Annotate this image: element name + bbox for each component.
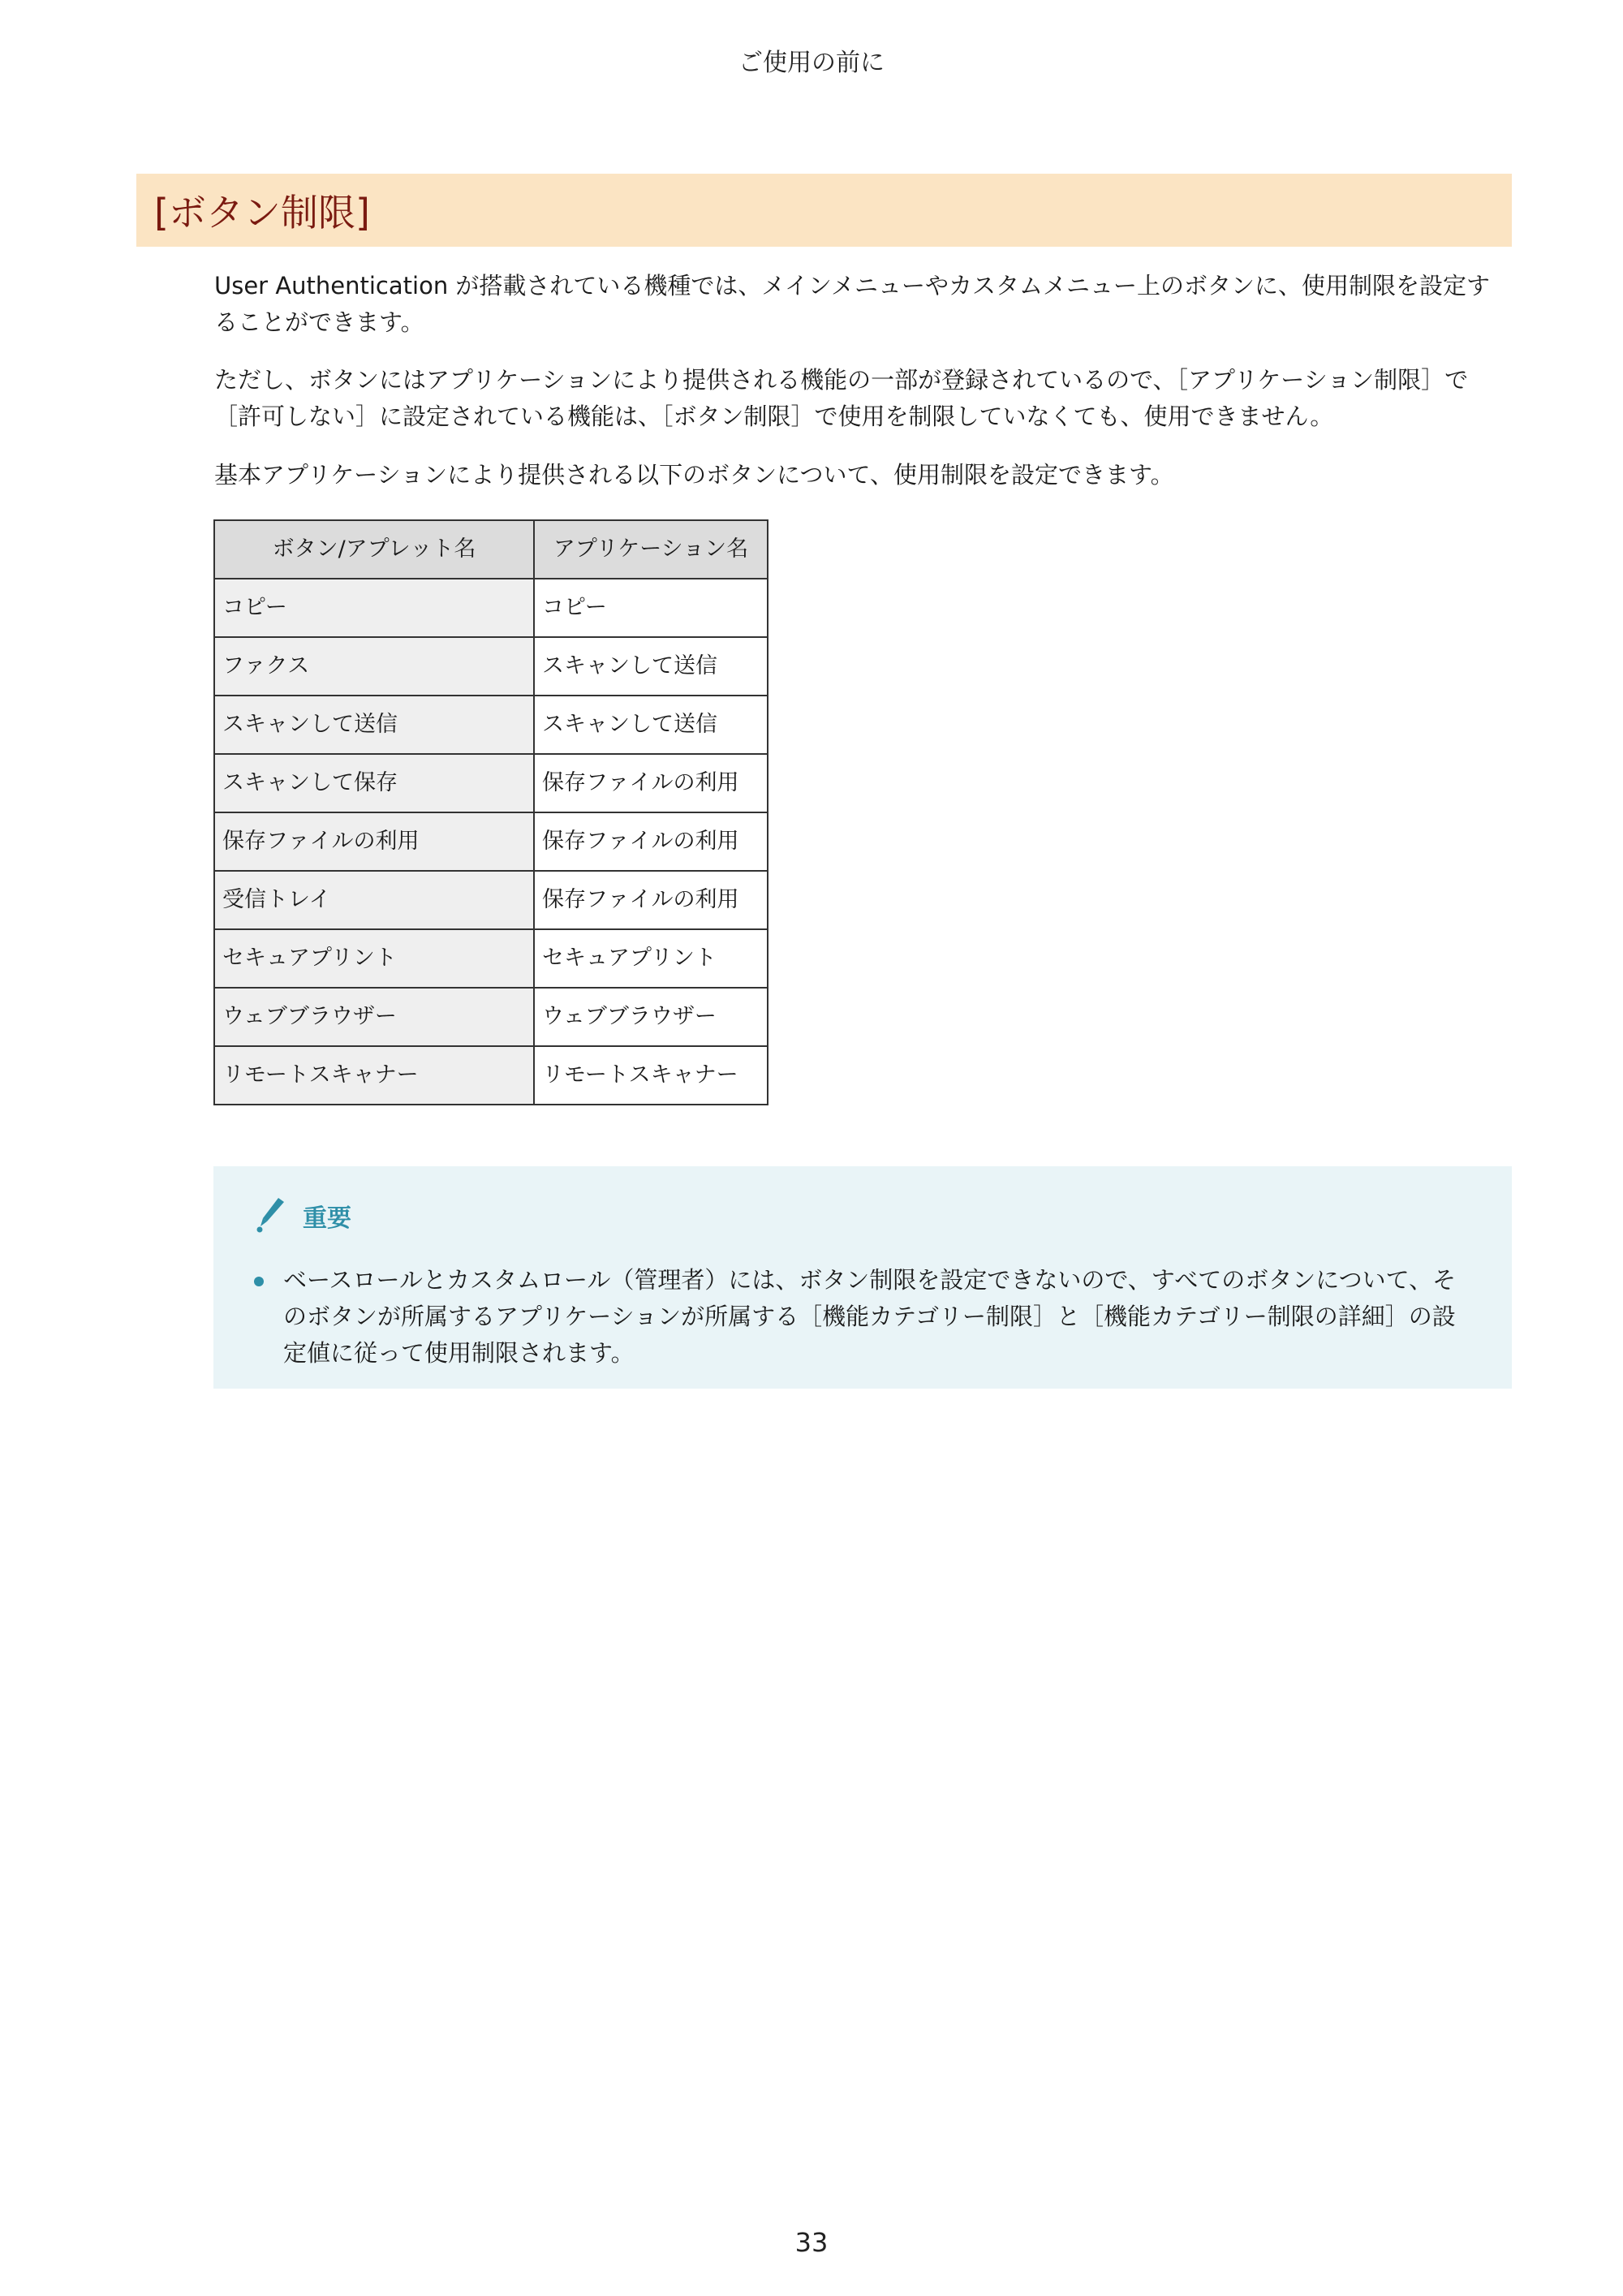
page-number: 33 xyxy=(794,2227,829,2258)
button-application-table xyxy=(213,519,768,1105)
cell-button-name: リモートスキャナー xyxy=(214,1046,534,1105)
table-row xyxy=(214,812,768,871)
cell-button-name: セキュアプリント xyxy=(214,929,534,988)
important-note-box xyxy=(213,1166,1512,1389)
bullet-icon xyxy=(254,1277,264,1286)
table-row xyxy=(214,579,768,637)
pen-icon xyxy=(254,1195,286,1236)
running-header: ご使用の前に xyxy=(738,49,885,77)
table-row xyxy=(214,1046,768,1105)
cell-button-name: コピー xyxy=(214,579,534,637)
cell-button-name: スキャンして送信 xyxy=(214,696,534,754)
table-row xyxy=(214,754,768,812)
cell-application-name: ウェブブラウザー xyxy=(534,988,768,1046)
table-row xyxy=(214,696,768,754)
cell-application-name: 保存ファイルの利用 xyxy=(534,754,768,812)
cell-application-name: コピー xyxy=(534,579,768,637)
important-bullet-text: ベースロールとカスタムロール（管理者）には、ボタン制限を設定できないので、すべてのボタンについて、そのボタンが所属するアプリケーションが所属する［機能カテゴリー制限］と［機能カテゴリー制限の詳細］の設定値に従って使用制限されます。 xyxy=(283,1266,1457,1367)
cell-button-name: 受信トレイ xyxy=(214,871,534,929)
cell-button-name: スキャンして保存 xyxy=(214,754,534,812)
cell-application-name: セキュアプリント xyxy=(534,929,768,988)
table-row xyxy=(214,929,768,988)
cell-button-name: 保存ファイルの利用 xyxy=(214,812,534,871)
cell-application-name: 保存ファイルの利用 xyxy=(534,812,768,871)
important-title xyxy=(254,1195,351,1236)
cell-button-name: ファクス xyxy=(214,637,534,696)
cell-application-name: スキャンして送信 xyxy=(534,637,768,696)
paragraph-intro: User Authentication が搭載されている機種では、メインメニューやカスタムメニュー上のボタンに、使用制限を設定することができます。 xyxy=(214,272,1490,336)
table-row xyxy=(214,637,768,696)
section-title: [ボタン制限] xyxy=(154,191,370,235)
paragraph-table-lead: 基本アプリケーションにより提供される以下のボタンについて、使用制限を設定できます。 xyxy=(214,461,1174,489)
table-header-row xyxy=(214,520,768,579)
table-row xyxy=(214,871,768,929)
section-heading xyxy=(136,174,1512,247)
cell-application-name: リモートスキャナー xyxy=(534,1046,768,1105)
cell-button-name: ウェブブラウザー xyxy=(214,988,534,1046)
cell-application-name: スキャンして送信 xyxy=(534,696,768,754)
header-button-name: ボタン/アプレット名 xyxy=(214,520,534,579)
important-bullet-item xyxy=(254,1262,1463,1372)
header-application-name: アプリケーション名 xyxy=(534,520,768,579)
paragraph-note: ただし、ボタンにはアプリケーションにより提供される機能の一部が登録されているので、［アプリケーション制限］で［許可しない］に設定されている機能は、［ボタン制限］で使用を制限していなくても、使用できません。 xyxy=(214,366,1469,430)
table-row xyxy=(214,988,768,1046)
important-label: 重要 xyxy=(303,1204,351,1233)
cell-application-name: 保存ファイルの利用 xyxy=(534,871,768,929)
